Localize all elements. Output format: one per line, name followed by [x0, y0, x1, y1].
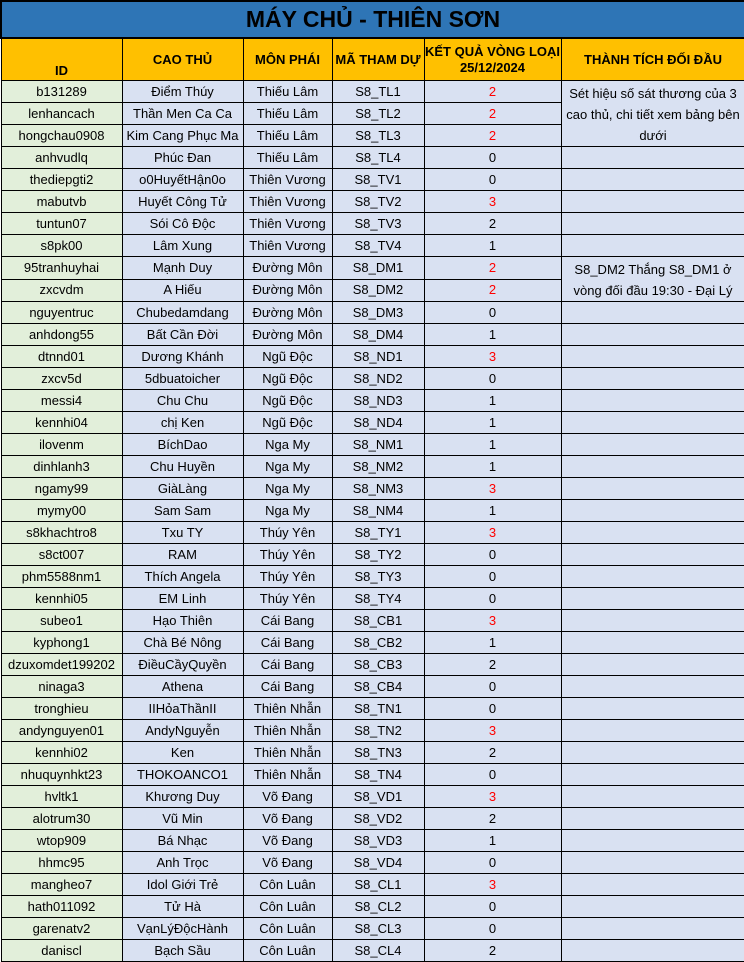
cell-id[interactable]: subeo1 — [1, 610, 122, 632]
cell-achievement[interactable] — [561, 654, 744, 676]
cell-id[interactable]: kennhi05 — [1, 588, 122, 610]
cell-faction[interactable]: Võ Đang — [243, 786, 332, 808]
cell-id[interactable]: garenatv2 — [1, 918, 122, 940]
cell-code[interactable]: S8_DM4 — [332, 324, 424, 346]
cell-result[interactable]: 2 — [424, 81, 561, 103]
cell-code[interactable]: S8_VD1 — [332, 786, 424, 808]
cell-achievement[interactable] — [561, 235, 744, 257]
cell-player[interactable]: Mạnh Duy — [122, 257, 243, 280]
table-row — [1, 390, 744, 412]
cell-result[interactable]: 2 — [424, 279, 561, 302]
cell-faction[interactable]: Cái Bang — [243, 610, 332, 632]
cell-code[interactable]: S8_DM2 — [332, 279, 424, 302]
cell-faction[interactable]: Thiên Vương — [243, 191, 332, 213]
cell-player[interactable]: chị Ken — [122, 412, 243, 434]
table-row — [1, 676, 744, 698]
cell-id[interactable]: alotrum30 — [1, 808, 122, 830]
cell-code[interactable]: S8_TV2 — [332, 191, 424, 213]
header-id: ID — [1, 38, 122, 81]
table-row — [1, 257, 744, 280]
cell-faction[interactable]: Cái Bang — [243, 676, 332, 698]
cell-code[interactable]: S8_CB4 — [332, 676, 424, 698]
table-row — [1, 808, 744, 830]
cell-id[interactable]: s8ct007 — [1, 544, 122, 566]
cell-faction[interactable]: Ngũ Độc — [243, 412, 332, 434]
table-row — [1, 544, 744, 566]
header-result-date: 25/12/2024 — [459, 59, 526, 75]
cell-id[interactable]: anhdong55 — [1, 324, 122, 346]
cell-code[interactable]: S8_TN2 — [332, 720, 424, 742]
cell-id[interactable]: messi4 — [1, 390, 122, 412]
cell-id[interactable]: hongchau0908 — [1, 125, 122, 147]
cell-achievement[interactable] — [561, 147, 744, 169]
table-row — [1, 434, 744, 456]
cell-code[interactable]: S8_ND4 — [332, 412, 424, 434]
cell-id[interactable]: s8khachtro8 — [1, 522, 122, 544]
cell-id[interactable]: zxcv5d — [1, 368, 122, 390]
cell-result[interactable]: 1 — [424, 390, 561, 412]
cell-id[interactable]: kennhi04 — [1, 412, 122, 434]
table-row — [1, 456, 744, 478]
cell-faction[interactable]: Thiếu Lâm — [243, 103, 332, 125]
cell-result[interactable]: 2 — [424, 808, 561, 830]
cell-code[interactable]: S8_DM3 — [332, 302, 424, 324]
cell-player[interactable]: Sói Cô Độc — [122, 213, 243, 235]
cell-achievement[interactable] — [561, 764, 744, 786]
table-row — [1, 896, 744, 918]
header-result-title: KẾT QUẢ VÒNG LOẠI — [424, 43, 561, 59]
cell-result[interactable]: 0 — [424, 852, 561, 874]
cell-code[interactable]: S8_TN1 — [332, 698, 424, 720]
header-faction: MÔN PHÁI — [243, 38, 332, 81]
cell-result[interactable]: 0 — [424, 764, 561, 786]
cell-player[interactable]: THOKOANCO1 — [122, 764, 243, 786]
cell-faction[interactable]: Thiên Vương — [243, 213, 332, 235]
cell-result[interactable]: 1 — [424, 456, 561, 478]
table-row — [1, 786, 744, 808]
cell-achievement[interactable] — [561, 874, 744, 896]
cell-code[interactable]: S8_VD3 — [332, 830, 424, 852]
cell-faction[interactable]: Ngũ Độc — [243, 390, 332, 412]
header-achievement: THÀNH TÍCH ĐỐI ĐẦU — [561, 38, 744, 81]
cell-code[interactable]: S8_CL4 — [332, 940, 424, 962]
cell-faction[interactable]: Cái Bang — [243, 632, 332, 654]
cell-achievement[interactable] — [561, 500, 744, 522]
cell-id[interactable]: kyphong1 — [1, 632, 122, 654]
cell-player[interactable]: Chà Bé Nông — [122, 632, 243, 654]
cell-player[interactable]: Hạo Thiên — [122, 610, 243, 632]
cell-id[interactable]: ilovenm — [1, 434, 122, 456]
cell-code[interactable]: S8_VD4 — [332, 852, 424, 874]
table-row — [1, 169, 744, 191]
cell-id[interactable]: ngamy99 — [1, 478, 122, 500]
cell-faction[interactable]: Võ Đang — [243, 808, 332, 830]
cell-result[interactable]: 1 — [424, 412, 561, 434]
table-row — [1, 874, 744, 896]
cell-faction[interactable]: Thiên Nhẫn — [243, 720, 332, 742]
table-row — [1, 478, 744, 500]
cell-player[interactable]: Lâm Xung — [122, 235, 243, 257]
cell-player[interactable]: Dương Khánh — [122, 346, 243, 368]
cell-achievement[interactable] — [561, 566, 744, 588]
cell-faction[interactable]: Đường Môn — [243, 324, 332, 346]
cell-faction[interactable]: Côn Luân — [243, 896, 332, 918]
cell-player[interactable]: Huyết Công Tử — [122, 191, 243, 213]
cell-player[interactable]: Phúc Đan — [122, 147, 243, 169]
cell-id[interactable]: phm5588nm1 — [1, 566, 122, 588]
cell-achievement[interactable] — [561, 742, 744, 764]
cell-faction[interactable]: Côn Luân — [243, 874, 332, 896]
cell-code[interactable]: S8_ND3 — [332, 390, 424, 412]
cell-faction[interactable]: Đường Môn — [243, 279, 332, 302]
cell-result[interactable]: 0 — [424, 368, 561, 390]
achievement-note-tl[interactable]: Sét hiệu số sát thương của 3 cao thủ, chi tiết xem bảng bên dưới — [561, 81, 744, 147]
cell-player[interactable]: GiàLàng — [122, 478, 243, 500]
cell-result[interactable]: 2 — [424, 654, 561, 676]
cell-result[interactable]: 2 — [424, 125, 561, 147]
cell-player[interactable]: Chu Huyền — [122, 456, 243, 478]
table-row — [1, 830, 744, 852]
cell-result[interactable]: 1 — [424, 324, 561, 346]
cell-code[interactable]: S8_TV1 — [332, 169, 424, 191]
cell-id[interactable]: ninaga3 — [1, 676, 122, 698]
cell-player[interactable]: Kim Cang Phục Ma — [122, 125, 243, 147]
cell-player[interactable]: Idol Giới Trẻ — [122, 874, 243, 896]
cell-player[interactable]: IIHỏaThầnII — [122, 698, 243, 720]
table-row — [1, 147, 744, 169]
cell-faction[interactable]: Cái Bang — [243, 654, 332, 676]
table-row — [1, 720, 744, 742]
cell-id[interactable]: andynguyen01 — [1, 720, 122, 742]
table-row — [1, 346, 744, 368]
table-row — [1, 698, 744, 720]
cell-code[interactable]: S8_TN4 — [332, 764, 424, 786]
cell-id[interactable]: mabutvb — [1, 191, 122, 213]
cell-faction[interactable]: Côn Luân — [243, 918, 332, 940]
cell-result[interactable]: 2 — [424, 213, 561, 235]
cell-id[interactable]: wtop909 — [1, 830, 122, 852]
cell-result[interactable]: 3 — [424, 478, 561, 500]
table-row — [1, 610, 744, 632]
cell-id[interactable]: anhvudlq — [1, 147, 122, 169]
cell-id[interactable]: lenhancach — [1, 103, 122, 125]
cell-faction[interactable]: Nga My — [243, 456, 332, 478]
cell-id[interactable]: nguyentruc — [1, 302, 122, 324]
cell-faction[interactable]: Thiên Vương — [243, 169, 332, 191]
cell-achievement[interactable] — [561, 852, 744, 874]
table-row — [1, 588, 744, 610]
cell-id[interactable]: thediepgti2 — [1, 169, 122, 191]
cell-id[interactable]: daniscl — [1, 940, 122, 962]
cell-result[interactable]: 0 — [424, 918, 561, 940]
cell-code[interactable]: S8_TL2 — [332, 103, 424, 125]
cell-achievement[interactable] — [561, 368, 744, 390]
cell-faction[interactable]: Thúy Yên — [243, 522, 332, 544]
cell-achievement[interactable] — [561, 830, 744, 852]
cell-faction[interactable]: Thiếu Lâm — [243, 147, 332, 169]
cell-player[interactable]: ĐiềuCầyQuyền — [122, 654, 243, 676]
cell-achievement[interactable] — [561, 169, 744, 191]
cell-code[interactable]: S8_DM1 — [332, 257, 424, 280]
cell-id[interactable]: kennhi02 — [1, 742, 122, 764]
table-row — [1, 742, 744, 764]
cell-result[interactable]: 3 — [424, 720, 561, 742]
cell-id[interactable]: tuntun07 — [1, 213, 122, 235]
cell-player[interactable]: Điểm Thúy — [122, 81, 243, 103]
cell-achievement[interactable] — [561, 478, 744, 500]
cell-player[interactable]: Bá Nhạc — [122, 830, 243, 852]
cell-code[interactable]: S8_TY1 — [332, 522, 424, 544]
cell-faction[interactable]: Ngũ Độc — [243, 368, 332, 390]
table-row — [1, 412, 744, 434]
cell-result[interactable]: 2 — [424, 940, 561, 962]
cell-player[interactable]: Ken — [122, 742, 243, 764]
cell-code[interactable]: S8_CB1 — [332, 610, 424, 632]
cell-code[interactable]: S8_TL4 — [332, 147, 424, 169]
cell-result[interactable]: 2 — [424, 103, 561, 125]
cell-code[interactable]: S8_CL1 — [332, 874, 424, 896]
cell-achievement[interactable] — [561, 808, 744, 830]
cell-result[interactable]: 3 — [424, 522, 561, 544]
cell-faction[interactable]: Thiên Nhẫn — [243, 742, 332, 764]
cell-faction[interactable]: Ngũ Độc — [243, 346, 332, 368]
cell-code[interactable]: S8_TY3 — [332, 566, 424, 588]
cell-code[interactable]: S8_NM4 — [332, 500, 424, 522]
cell-faction[interactable]: Thiếu Lâm — [243, 81, 332, 103]
cell-achievement[interactable] — [561, 896, 744, 918]
cell-achievement[interactable] — [561, 918, 744, 940]
cell-player[interactable]: EM Linh — [122, 588, 243, 610]
cell-id[interactable]: hath011092 — [1, 896, 122, 918]
cell-faction[interactable]: Võ Đang — [243, 830, 332, 852]
cell-achievement[interactable] — [561, 544, 744, 566]
cell-result[interactable]: 0 — [424, 588, 561, 610]
cell-achievement[interactable] — [561, 632, 744, 654]
cell-code[interactable]: S8_TL3 — [332, 125, 424, 147]
cell-player[interactable]: Thích Angela — [122, 566, 243, 588]
header-player: CAO THỦ — [122, 38, 243, 81]
cell-faction[interactable]: Đường Môn — [243, 257, 332, 280]
cell-code[interactable]: S8_TV3 — [332, 213, 424, 235]
cell-id[interactable]: nhuquynhkt23 — [1, 764, 122, 786]
cell-achievement[interactable] — [561, 213, 744, 235]
cell-id[interactable]: mymy00 — [1, 500, 122, 522]
cell-code[interactable]: S8_ND2 — [332, 368, 424, 390]
cell-achievement[interactable] — [561, 676, 744, 698]
table-row — [1, 81, 744, 103]
cell-player[interactable]: Txu TY — [122, 522, 243, 544]
cell-faction[interactable]: Côn Luân — [243, 940, 332, 962]
cell-result[interactable]: 2 — [424, 742, 561, 764]
table-row — [1, 191, 744, 213]
cell-faction[interactable]: Thúy Yên — [243, 566, 332, 588]
cell-player[interactable]: Athena — [122, 676, 243, 698]
table-row — [1, 654, 744, 676]
cell-result[interactable]: 3 — [424, 874, 561, 896]
cell-player[interactable]: BíchDao — [122, 434, 243, 456]
cell-player[interactable]: Sam Sam — [122, 500, 243, 522]
table-row — [1, 632, 744, 654]
cell-result[interactable]: 0 — [424, 302, 561, 324]
table-row — [1, 213, 744, 235]
cell-achievement[interactable] — [561, 786, 744, 808]
cell-result[interactable]: 0 — [424, 676, 561, 698]
cell-player[interactable]: Khương Duy — [122, 786, 243, 808]
cell-result[interactable]: 3 — [424, 191, 561, 213]
cell-achievement[interactable] — [561, 522, 744, 544]
cell-faction[interactable]: Nga My — [243, 434, 332, 456]
table-row — [1, 235, 744, 257]
cell-achievement[interactable] — [561, 346, 744, 368]
header-row — [1, 38, 744, 81]
cell-code[interactable]: S8_TN3 — [332, 742, 424, 764]
cell-result[interactable]: 1 — [424, 434, 561, 456]
cell-result[interactable]: 1 — [424, 632, 561, 654]
cell-achievement[interactable] — [561, 610, 744, 632]
cell-player[interactable]: Tử Hà — [122, 896, 243, 918]
cell-faction[interactable]: Đường Môn — [243, 302, 332, 324]
page-title: MÁY CHỦ - THIÊN SƠN — [1, 1, 744, 38]
cell-achievement[interactable] — [561, 698, 744, 720]
cell-code[interactable]: S8_VD2 — [332, 808, 424, 830]
header-result — [424, 38, 561, 81]
cell-result[interactable]: 0 — [424, 566, 561, 588]
cell-id[interactable]: dinhlanh3 — [1, 456, 122, 478]
table-row — [1, 566, 744, 588]
cell-id[interactable]: zxcvdm — [1, 279, 122, 302]
cell-player[interactable]: Bạch Sầu — [122, 940, 243, 962]
cell-faction[interactable]: Nga My — [243, 500, 332, 522]
table-row — [1, 764, 744, 786]
cell-result[interactable]: 3 — [424, 346, 561, 368]
cell-result[interactable]: 1 — [424, 500, 561, 522]
cell-player[interactable]: Anh Trọc — [122, 852, 243, 874]
cell-code[interactable]: S8_CB2 — [332, 632, 424, 654]
cell-result[interactable]: 0 — [424, 896, 561, 918]
cell-faction[interactable]: Thúy Yên — [243, 544, 332, 566]
cell-code[interactable]: S8_NM3 — [332, 478, 424, 500]
cell-code[interactable]: S8_CB3 — [332, 654, 424, 676]
cell-code[interactable]: S8_TL1 — [332, 81, 424, 103]
cell-code[interactable]: S8_CL3 — [332, 918, 424, 940]
cell-achievement[interactable] — [561, 324, 744, 346]
cell-player[interactable]: Thần Men Ca Ca — [122, 103, 243, 125]
cell-achievement[interactable] — [561, 940, 744, 962]
cell-faction[interactable]: Thiếu Lâm — [243, 125, 332, 147]
cell-result[interactable]: 1 — [424, 830, 561, 852]
cell-code[interactable]: S8_TY4 — [332, 588, 424, 610]
cell-achievement[interactable] — [561, 434, 744, 456]
cell-id[interactable]: 95tranhuyhai — [1, 257, 122, 280]
cell-achievement[interactable] — [561, 302, 744, 324]
cell-player[interactable]: Bất Cần Đời — [122, 324, 243, 346]
cell-achievement[interactable] — [561, 191, 744, 213]
cell-player[interactable]: 5dbuatoicher — [122, 368, 243, 390]
cell-achievement[interactable] — [561, 456, 744, 478]
cell-code[interactable]: S8_ND1 — [332, 346, 424, 368]
cell-result[interactable]: 3 — [424, 610, 561, 632]
cell-achievement[interactable] — [561, 412, 744, 434]
cell-id[interactable]: hvltk1 — [1, 786, 122, 808]
cell-achievement[interactable] — [561, 588, 744, 610]
cell-player[interactable]: Chubedamdang — [122, 302, 243, 324]
table-row — [1, 324, 744, 346]
achievement-note-dm[interactable]: S8_DM2 Thắng S8_DM1 ở vòng đối đầu 19:30 - Đại Lý — [561, 257, 744, 302]
cell-result[interactable]: 1 — [424, 235, 561, 257]
cell-achievement[interactable] — [561, 720, 744, 742]
table-row — [1, 918, 744, 940]
cell-player[interactable]: AndyNguyễn — [122, 720, 243, 742]
cell-faction[interactable]: Thúy Yên — [243, 588, 332, 610]
cell-id[interactable]: mangheo7 — [1, 874, 122, 896]
cell-player[interactable]: RAM — [122, 544, 243, 566]
cell-result[interactable]: 0 — [424, 169, 561, 191]
table-row — [1, 940, 744, 962]
table-row — [1, 302, 744, 324]
cell-id[interactable]: b131289 — [1, 81, 122, 103]
cell-code[interactable]: S8_CL2 — [332, 896, 424, 918]
cell-id[interactable]: dtnnd01 — [1, 346, 122, 368]
table-row — [1, 522, 744, 544]
cell-id[interactable]: s8pk00 — [1, 235, 122, 257]
table-row — [1, 852, 744, 874]
table-row — [1, 500, 744, 522]
cell-id[interactable]: dzuxomdet199202 — [1, 654, 122, 676]
title-row — [1, 1, 744, 38]
header-code: MÃ THAM DỰ — [332, 38, 424, 81]
cell-faction[interactable]: Thiên Nhẫn — [243, 698, 332, 720]
cell-player[interactable]: VạnLýĐộcHành — [122, 918, 243, 940]
cell-faction[interactable]: Thiên Vương — [243, 235, 332, 257]
cell-faction[interactable]: Võ Đang — [243, 852, 332, 874]
table-row — [1, 368, 744, 390]
cell-result[interactable]: 0 — [424, 147, 561, 169]
cell-id[interactable]: tronghieu — [1, 698, 122, 720]
cell-code[interactable]: S8_NM1 — [332, 434, 424, 456]
cell-code[interactable]: S8_TV4 — [332, 235, 424, 257]
cell-faction[interactable]: Nga My — [243, 478, 332, 500]
cell-faction[interactable]: Thiên Nhẫn — [243, 764, 332, 786]
cell-result[interactable]: 0 — [424, 544, 561, 566]
cell-player[interactable]: Chu Chu — [122, 390, 243, 412]
cell-id[interactable]: hhmc95 — [1, 852, 122, 874]
cell-result[interactable]: 3 — [424, 786, 561, 808]
cell-achievement[interactable] — [561, 390, 744, 412]
cell-player[interactable]: A Hiếu — [122, 279, 243, 302]
cell-code[interactable]: S8_NM2 — [332, 456, 424, 478]
cell-result[interactable]: 2 — [424, 257, 561, 280]
cell-result[interactable]: 0 — [424, 698, 561, 720]
cell-player[interactable]: o0HuyếtHận0o — [122, 169, 243, 191]
cell-code[interactable]: S8_TY2 — [332, 544, 424, 566]
cell-player[interactable]: Vũ Min — [122, 808, 243, 830]
